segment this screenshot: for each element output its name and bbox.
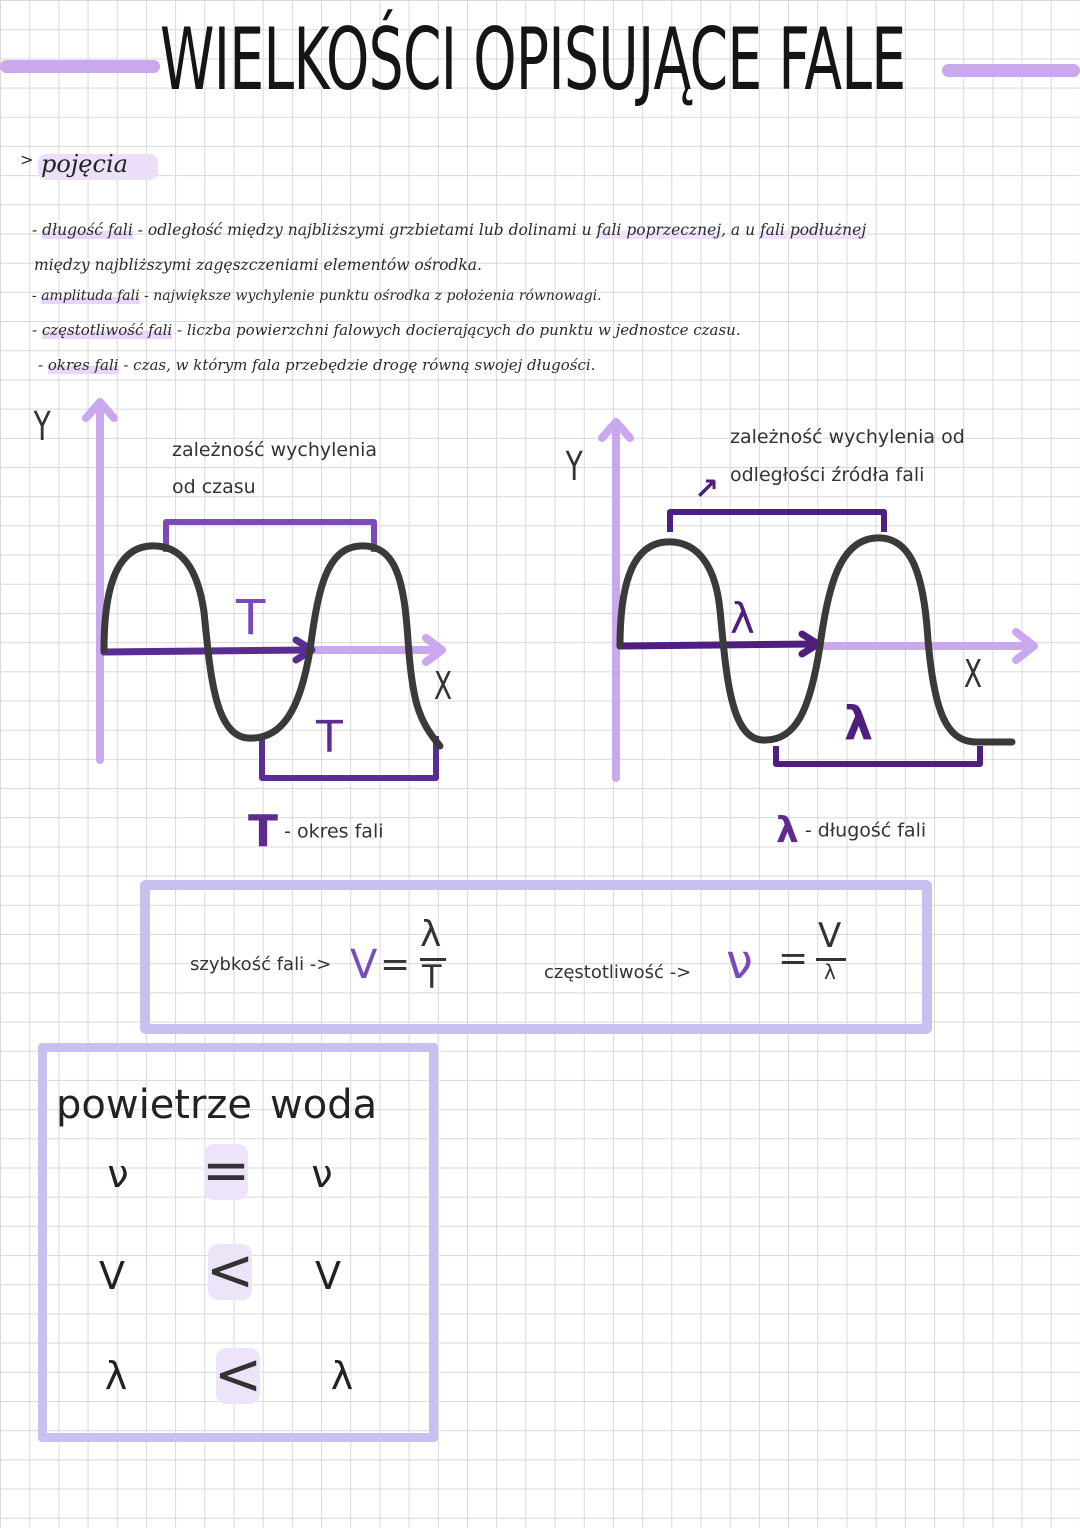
wavelength-symbol-lower: λ — [844, 696, 874, 750]
period-symbol-lower: T — [316, 712, 343, 763]
speed-formula-denominator: T — [422, 958, 442, 996]
wavelength-bracket-lower — [776, 746, 980, 764]
graph-space-y-label: Y — [565, 444, 583, 490]
graph-space-legend — [776, 810, 926, 851]
comparison-row-3-water: λ — [330, 1354, 354, 1398]
speed-formula — [350, 914, 470, 1000]
graph-time-legend — [248, 806, 384, 857]
comparison-header-water: woda — [270, 1082, 378, 1128]
operator-text: = — [201, 1136, 251, 1204]
comparison-row-2-air: V — [99, 1254, 125, 1298]
operator-text: < — [205, 1236, 255, 1304]
definition-frequency: - częstotliwość fali - liczba powierzchni falowych docierających do punktu w jednostce czasu. — [32, 321, 741, 339]
page-title: WIELKOŚCI OPISUJĄCE FALE — [160, 10, 906, 110]
period-bracket-upper — [166, 522, 374, 552]
graph-space-caption-2: odległości źródła fali — [730, 464, 925, 486]
section-heading — [20, 150, 128, 178]
operator-text: < — [213, 1340, 263, 1408]
frequency-formula-eq: = — [778, 938, 809, 979]
definition-wavelength: - długość fali - odległość między najbliższymi grzbietami lub dolinami u fali poprzecznej, a u fali podłużnej — [32, 221, 867, 239]
legend-text-period: - okres fali — [284, 820, 384, 843]
comparison-row-2-water: V — [315, 1254, 341, 1298]
comparison-row-3-air: λ — [104, 1354, 128, 1398]
definition-period: - okres fali - czas, w którym fala przebędzie drogę równą swojej długości. — [38, 356, 596, 374]
definition-wavelength-cont: między najbliższymi zagęszczeniami elementów ośrodka. — [34, 256, 482, 274]
frequency-formula-lhs: ν — [726, 934, 753, 990]
legend-symbol-wavelength: λ — [776, 810, 799, 851]
graph-time-caption-2: od czasu — [172, 476, 256, 498]
legend-symbol-period: T — [248, 806, 279, 857]
comparison-row-3-operator — [208, 1340, 268, 1408]
title-bar-left — [0, 60, 160, 73]
comparison-row-2-operator — [200, 1236, 260, 1304]
comparison-header-air: powietrze — [56, 1082, 253, 1128]
frequency-formula — [726, 916, 866, 1000]
speed-formula-numerator: λ — [420, 914, 442, 955]
period-bracket-lower — [262, 736, 436, 778]
definition-term: częstotliwość fali — [41, 321, 173, 339]
definition-highlight: fali podłużnej — [760, 221, 867, 239]
definition-highlight: fali poprzecznej — [596, 221, 722, 239]
period-symbol-upper: T — [236, 590, 266, 646]
graph-time-x-label: X — [433, 664, 453, 708]
legend-text-wavelength: - długość fali — [804, 819, 927, 842]
definition-text: - czas, w którym fala przebędzie drogę równą swojej długości. — [118, 356, 596, 374]
definition-term: okres fali — [47, 356, 119, 374]
comparison-row-1-operator — [196, 1136, 256, 1204]
speed-formula-label: szybkość fali -> — [190, 954, 332, 975]
graph-space-caption-1: zależność wychylenia od — [730, 426, 965, 448]
graph-space-x-label: X — [963, 652, 983, 696]
wavelength-arrow — [620, 644, 816, 646]
definition-text: , a u — [721, 221, 760, 239]
frequency-formula-denominator: λ — [824, 960, 836, 984]
comparison-row-1-air: ν — [107, 1152, 129, 1196]
wave-curve — [104, 546, 440, 746]
frequency-formula-numerator: V — [818, 916, 842, 956]
wavelength-bracket-upper — [670, 512, 884, 532]
wavelength-pointer-arrow: ↗ — [694, 472, 720, 507]
definition-term: długość fali — [42, 221, 133, 239]
definition-text: - największe wychylenie punktu ośrodka z położenia równowagi. — [139, 288, 602, 304]
graph-time-caption-1: zależność wychylenia — [172, 439, 378, 461]
speed-formula-lhs: V — [350, 942, 378, 988]
section-label: pojęcia — [41, 150, 128, 178]
definition-amplitude: - amplituda fali - największe wychylenie punktu ośrodka z położenia równowagi. — [32, 288, 602, 304]
definition-text: - odległość między najbliższymi grzbietami lub dolinami u — [132, 221, 597, 239]
wavelength-symbol-upper: λ — [730, 594, 755, 643]
definition-term: amplituda fali — [41, 288, 140, 304]
definition-text: - liczba powierzchni falowych docierających do punktu w jednostce czasu. — [172, 321, 741, 339]
graph-time-y-label: Y — [33, 404, 51, 450]
comparison-row-1-water: ν — [311, 1152, 333, 1196]
frequency-formula-label: częstotliwość -> — [544, 962, 692, 983]
title-bar-right — [942, 64, 1080, 77]
speed-formula-eq: = — [380, 944, 411, 985]
section-marker: > — [20, 150, 34, 169]
